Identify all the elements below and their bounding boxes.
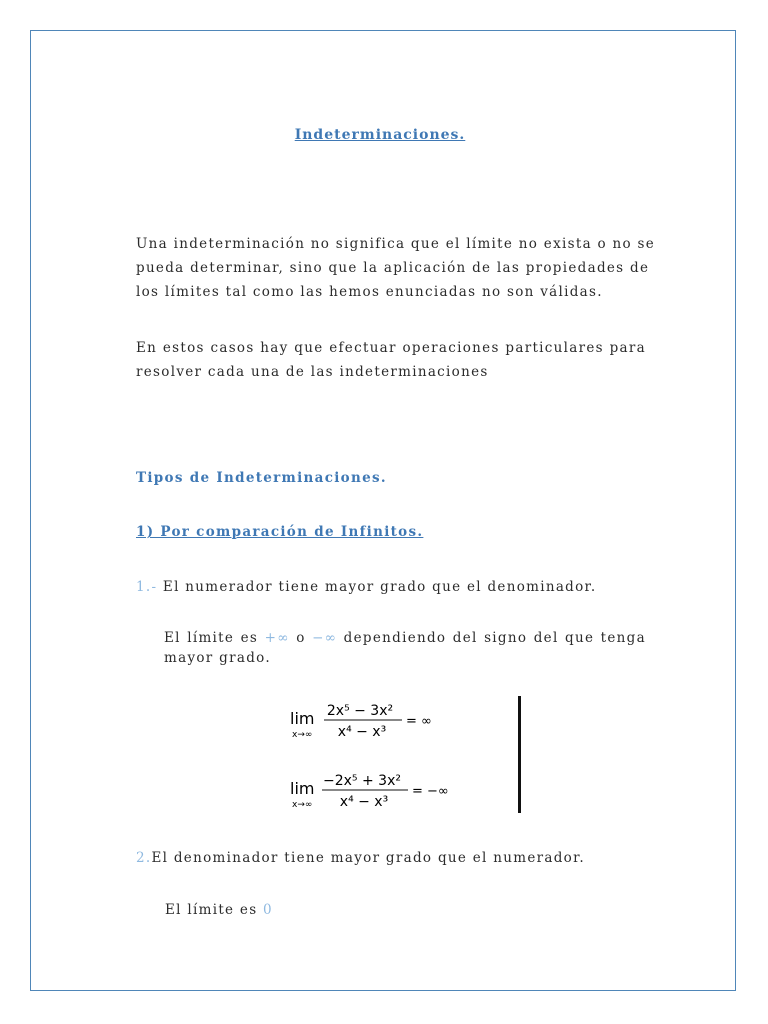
case1-number: 1.- bbox=[136, 579, 158, 595]
case1-explain-c: dependiendo del signo del que tenga bbox=[337, 630, 646, 646]
page-border bbox=[30, 30, 736, 991]
formula1-numerator: 2x⁵ − 3x² bbox=[326, 703, 394, 719]
case2-text: El denominador tiene mayor grado que el numerador. bbox=[151, 850, 585, 866]
section1-heading: 1) Por comparación de Infinitos. bbox=[136, 524, 424, 540]
formula2-denominator: x⁴ − x³ bbox=[339, 794, 389, 810]
intro-line-2: pueda determinar, sino que la aplicación de las propiedades de bbox=[136, 260, 650, 276]
case2-statement bbox=[136, 850, 585, 866]
case1-statement bbox=[136, 579, 596, 595]
types-heading: Tipos de Indeterminaciones. bbox=[136, 470, 387, 486]
formula1-subscript: x→∞ bbox=[292, 730, 313, 740]
case2-number: 2. bbox=[136, 850, 152, 866]
plus-infinity: +∞ bbox=[264, 630, 290, 646]
formula1-lim: lim bbox=[290, 709, 315, 728]
minus-infinity: −∞ bbox=[312, 630, 338, 646]
formula2-numerator: −2x⁵ + 3x² bbox=[323, 773, 401, 789]
limit-formula-2 bbox=[286, 764, 466, 816]
case1-explanation bbox=[164, 628, 646, 668]
intro-line-1: Una indeterminación no significa que el límite no exista o no se bbox=[136, 236, 656, 252]
formula2-result: = −∞ bbox=[412, 784, 449, 799]
formula2-lim: lim bbox=[290, 779, 315, 798]
second-paragraph bbox=[136, 336, 646, 384]
formula2-subscript: x→∞ bbox=[292, 800, 313, 810]
second-line-2: resolver cada una de las indeterminaciones bbox=[136, 364, 489, 380]
second-line-1: En estos casos hay que efectuar operaciones particulares para bbox=[136, 340, 646, 356]
intro-line-3: los límites tal como las hemos enunciadas no son válidas. bbox=[136, 284, 603, 300]
vertical-bar bbox=[518, 696, 521, 813]
formula1-denominator: x⁴ − x³ bbox=[337, 724, 387, 740]
case1-explain-line-1 bbox=[164, 628, 646, 648]
limit-formula-1 bbox=[286, 694, 466, 746]
case1-explain-b: o bbox=[289, 630, 313, 646]
case1-explain-line-2: mayor grado. bbox=[164, 650, 271, 666]
case2-explanation bbox=[165, 902, 273, 918]
case2-explain: El límite es bbox=[165, 902, 264, 918]
intro-paragraph bbox=[136, 232, 656, 304]
document-title: Indeterminaciones. bbox=[294, 127, 466, 143]
zero-value: 0 bbox=[263, 902, 273, 918]
case1-text: El numerador tiene mayor grado que el denominador. bbox=[157, 579, 597, 595]
case1-explain-a: El límite es bbox=[164, 630, 265, 646]
formula1-result: = ∞ bbox=[406, 714, 432, 729]
